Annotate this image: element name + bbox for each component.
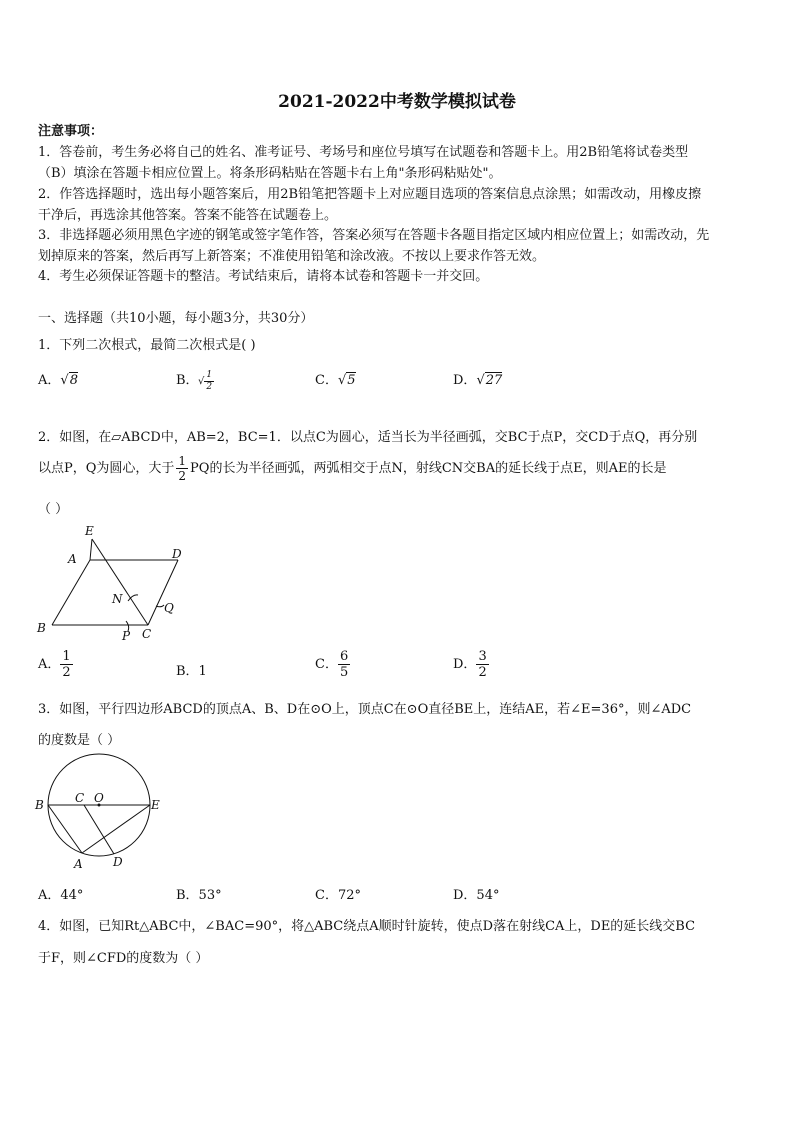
- q3-line1: 3．如图，平行四边形ABCD的顶点A、B、D在⊙O上，顶点C在⊙O直径BE上，连结AE，若∠E=36°，则∠ADC: [38, 702, 692, 717]
- q2-option-c: C． $\frac{6}{5}$: [315, 649, 349, 680]
- q2-line3: （ ）: [38, 502, 69, 517]
- notice-line: 3．非选择题必须用黑色字迹的钢笔或签字笔作答，答案必须写在答题卡各题目指定区域内相应位置上；如需改动，先: [38, 228, 710, 243]
- q3-circle-figure: [30, 752, 170, 874]
- edge-ab: [52, 560, 90, 625]
- label-c: C: [75, 791, 85, 805]
- extension-ae: [90, 539, 92, 560]
- label-e: E: [151, 798, 160, 812]
- label-q: Q: [164, 601, 174, 615]
- label-n: N: [112, 592, 123, 606]
- q1-option-b: B． √ $\frac{1}{2}$: [176, 370, 213, 392]
- q1-option-a: A．√8: [38, 373, 78, 388]
- label-a: A: [68, 552, 77, 566]
- edge-cd: [84, 805, 114, 854]
- segment-ae: [82, 805, 150, 853]
- notice-line: 1．答卷前，考生务必将自己的姓名、准考证号、考场号和座位号填写在试题卷和答题卡上。用2B铅笔将试卷类型: [38, 145, 689, 160]
- ray-cn: [92, 539, 148, 625]
- q1-option-c: C．√5: [315, 373, 356, 388]
- notice-line: 划掉原来的答案，然后再写上新答案；不准使用铅笔和涂改液。不按以上要求作答无效。: [38, 249, 546, 264]
- edge-ba: [48, 805, 82, 853]
- label-b: B: [35, 798, 44, 812]
- sqrt-symbol: √8: [60, 373, 78, 388]
- label-p: P: [122, 629, 131, 643]
- page-title: 2021-2022中考数学模拟试卷: [278, 92, 516, 112]
- edge-dc: [148, 560, 178, 625]
- label-e: E: [85, 524, 94, 538]
- q3-option-d: D．54°: [453, 888, 500, 903]
- notice-line: 干净后，再选涂其他答案。答案不能答在试题卷上。: [38, 208, 338, 223]
- q4-line2: 于F，则∠CFD的度数为（ ）: [38, 951, 209, 966]
- notice-heading: 注意事项：: [38, 124, 104, 139]
- q1-stem: 1．下列二次根式，最简二次根式是( ): [38, 338, 256, 353]
- q3-option-b: B．53°: [176, 888, 222, 903]
- q2-line2: 以点P，Q为圆心，大于 $\frac{1}{2}$ PQ的长为半径画弧，两弧相交于点N，射线CN交BA的延长线于点E，则AE的长是: [38, 454, 667, 483]
- notice-line: 4．考生必须保证答题卡的整洁。考试结束后，请将本试卷和答题卡一并交回。: [38, 269, 489, 284]
- label-a: A: [74, 857, 83, 871]
- q2-option-d: D． $\frac{3}{2}$: [453, 649, 487, 680]
- label-d: D: [113, 855, 123, 869]
- q3-option-c: C．72°: [315, 888, 361, 903]
- q1-option-d: D．√27: [453, 373, 503, 388]
- label-c: C: [142, 627, 152, 641]
- q2-line1: 2．如图，在▱ABCD中，AB=2，BC=1．以点C为圆心，适当长为半径画弧，交BC于点P，交CD于点Q，再分别: [38, 430, 698, 445]
- label-d: D: [172, 547, 182, 561]
- q3-option-a: A．44°: [38, 888, 84, 903]
- q2-option-a: A． $\frac{1}{2}$: [38, 649, 71, 680]
- q3-line2: 的度数是（ ）: [38, 733, 121, 748]
- section-heading: 一、选择题（共10小题，每小题3分，共30分）: [38, 311, 314, 326]
- label-o: O: [94, 791, 104, 805]
- sqrt-fraction: √ $\frac{1}{2}$: [198, 370, 213, 392]
- q2-option-b: B．1: [176, 664, 207, 679]
- q2-parallelogram-figure: [30, 522, 200, 647]
- notice-line: 2．作答选择题时，选出每小题答案后，用2B铅笔把答题卡上对应题目选项的答案信息点涂黑；如需改动，用橡皮擦: [38, 187, 702, 202]
- q4-line1: 4．如图，已知Rt△ABC中，∠BAC=90°，将△ABC绕点A顺时针旋转，使点D落在射线CA上，DE的延长线交BC: [38, 919, 696, 934]
- label-b: B: [37, 621, 46, 635]
- notice-line: （B）填涂在答题卡相应位置上。将条形码粘贴在答题卡右上角"条形码粘贴处"。: [38, 166, 502, 181]
